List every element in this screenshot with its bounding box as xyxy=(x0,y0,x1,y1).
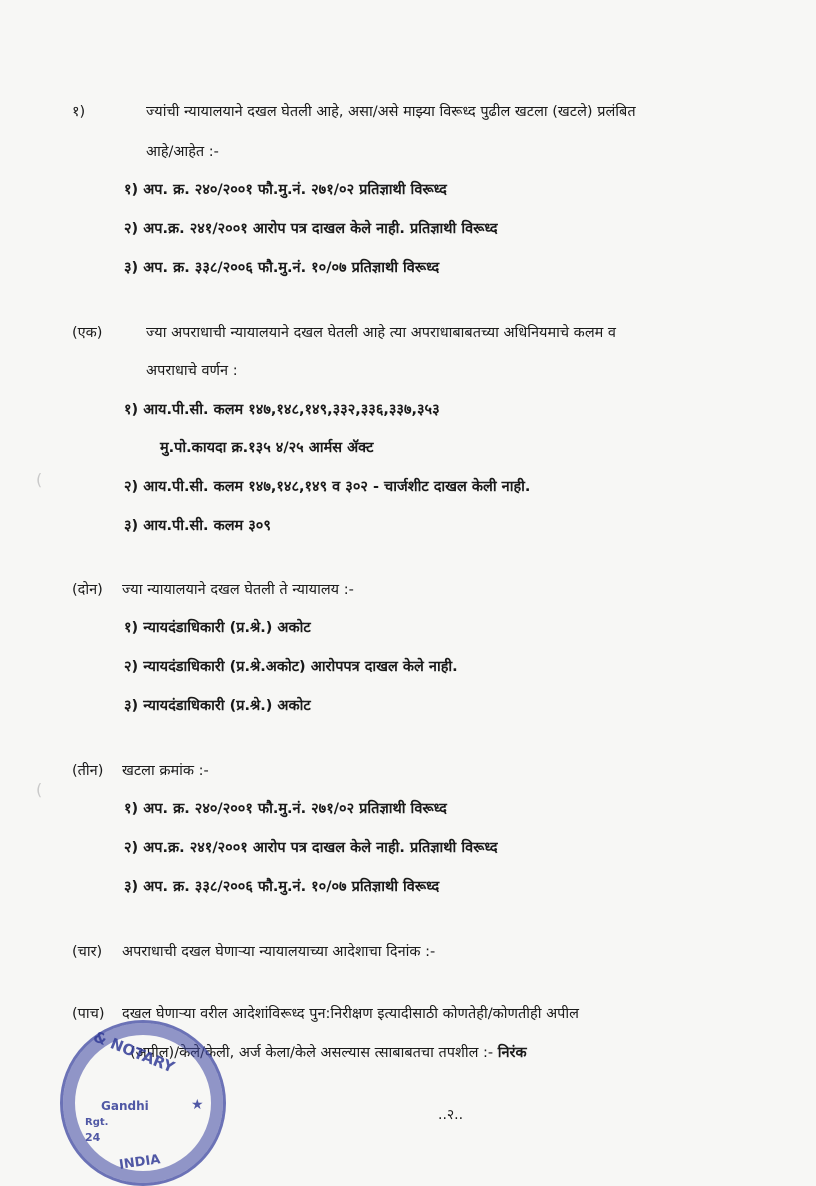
stamp-reg-label: Rgt. xyxy=(85,1117,109,1128)
section-pach-line2-text: (अपील)/केले/केली, अर्ज केला/केले असल्यास त्साबाबतचा तपशील :- xyxy=(130,1045,494,1061)
section-don-line1: ज्या न्यायालयाने दखल घेतली ते न्यायालय :- xyxy=(122,582,354,598)
scan-mark-icon: ( xyxy=(36,780,43,799)
section-don-item-3: ३) न्यायदंडाधिकारी (प्र.श्रे.) अकोट xyxy=(124,698,311,714)
stamp-star-icon: ★ xyxy=(191,1097,204,1113)
section-ek-number: (एक) xyxy=(72,325,103,341)
section-1-item-2: २) अप.क्र. २४१/२००१ आरोप पत्र दाखल केले नाही. प्रतिज्ञाथी विरूध्द xyxy=(124,221,498,237)
section-1-item-3: ३) अप. क्र. ३३८/२००६ फौ.मु.नं. १०/०७ प्रतिज्ञाथी विरूध्द xyxy=(124,260,440,276)
section-char-line1: अपराधाची दखल घेणाऱ्या न्यायालयाच्या आदेशाचा दिनांक :- xyxy=(122,944,436,960)
section-teen-item-1: १) अप. क्र. २४०/२००१ फौ.मु.नं. २७१/०२ प्रतिज्ञाथी विरूध्द xyxy=(124,801,447,817)
section-don-item-1: १) न्यायदंडाधिकारी (प्र.श्रे.) अकोट xyxy=(124,620,311,636)
section-char-number: (चार) xyxy=(72,944,103,960)
section-ek-item-1: १) आय.पी.सी. कलम १४७,१४८,१४९,३३२,३३६,३३७,३५३ xyxy=(124,402,440,418)
section-1-line1: ज्यांची न्यायालयाने दखल घेतली आहे, असा/असे माझ्या विरूध्द पुढील खटला (खटले) प्रलंबित xyxy=(146,104,636,120)
section-ek-line2: अपराधाचे वर्णन : xyxy=(146,363,238,379)
section-teen-item-3: ३) अप. क्र. ३३८/२००६ फौ.मु.नं. १०/०७ प्रतिज्ञाथी विरूध्द xyxy=(124,879,440,895)
section-ek-item-1-cont: मु.पो.कायदा क्र.१३५ ४/२५ आर्मस ॲक्ट xyxy=(160,440,374,456)
section-ek-item-3: ३) आय.पी.सी. कलम ३०९ xyxy=(124,518,271,534)
section-don-item-2: २) न्यायदंडाधिकारी (प्र.श्रे.अकोट) आरोपपत्र दाखल केले नाही. xyxy=(124,659,458,675)
section-pach-answer: निरंक xyxy=(497,1045,527,1061)
stamp-bottom-text: INDIA xyxy=(118,1152,162,1173)
section-teen-line1: खटला क्रमांक :- xyxy=(122,763,209,779)
section-pach-line1: दखल घेणाऱ्या वरील आदेशांविरूध्द पुन:निरीक्षण इत्यादीसाठी कोणतेही/कोणतीही अपील xyxy=(122,1006,580,1022)
section-1-item-1: १) अप. क्र. २४०/२००१ फौ.मु.नं. २७१/०२ प्रतिज्ञाथी विरूध्द xyxy=(124,182,447,198)
section-ek-line1: ज्या अपराधाची न्यायालयाने दखल घेतली आहे त्या अपराधाबाबतच्या अधिनियमाचे कलम व xyxy=(146,325,616,341)
stamp-top-text: & NOTARY xyxy=(90,1027,178,1077)
section-teen-item-2: २) अप.क्र. २४१/२००१ आरोप पत्र दाखल केले नाही. प्रतिज्ञाथी विरूध्द xyxy=(124,840,498,856)
page-number: ..२.. xyxy=(438,1107,464,1123)
section-don-number: (दोन) xyxy=(72,582,103,598)
section-teen-number: (तीन) xyxy=(72,763,104,779)
stamp-name-text: Gandhi xyxy=(101,1099,149,1113)
stamp-reg-number: 24 xyxy=(85,1131,101,1144)
section-pach-number: (पाच) xyxy=(72,1006,105,1022)
scan-mark-icon: ( xyxy=(36,470,43,489)
notary-stamp xyxy=(60,1020,226,1186)
section-ek-item-2: २) आय.पी.सी. कलम १४७,१४८,१४९ व ३०२ - चार्जशीट दाखल केली नाही. xyxy=(124,479,531,495)
section-1-number: १) xyxy=(72,104,86,120)
section-1-line2: आहे/आहेत :- xyxy=(146,144,219,160)
